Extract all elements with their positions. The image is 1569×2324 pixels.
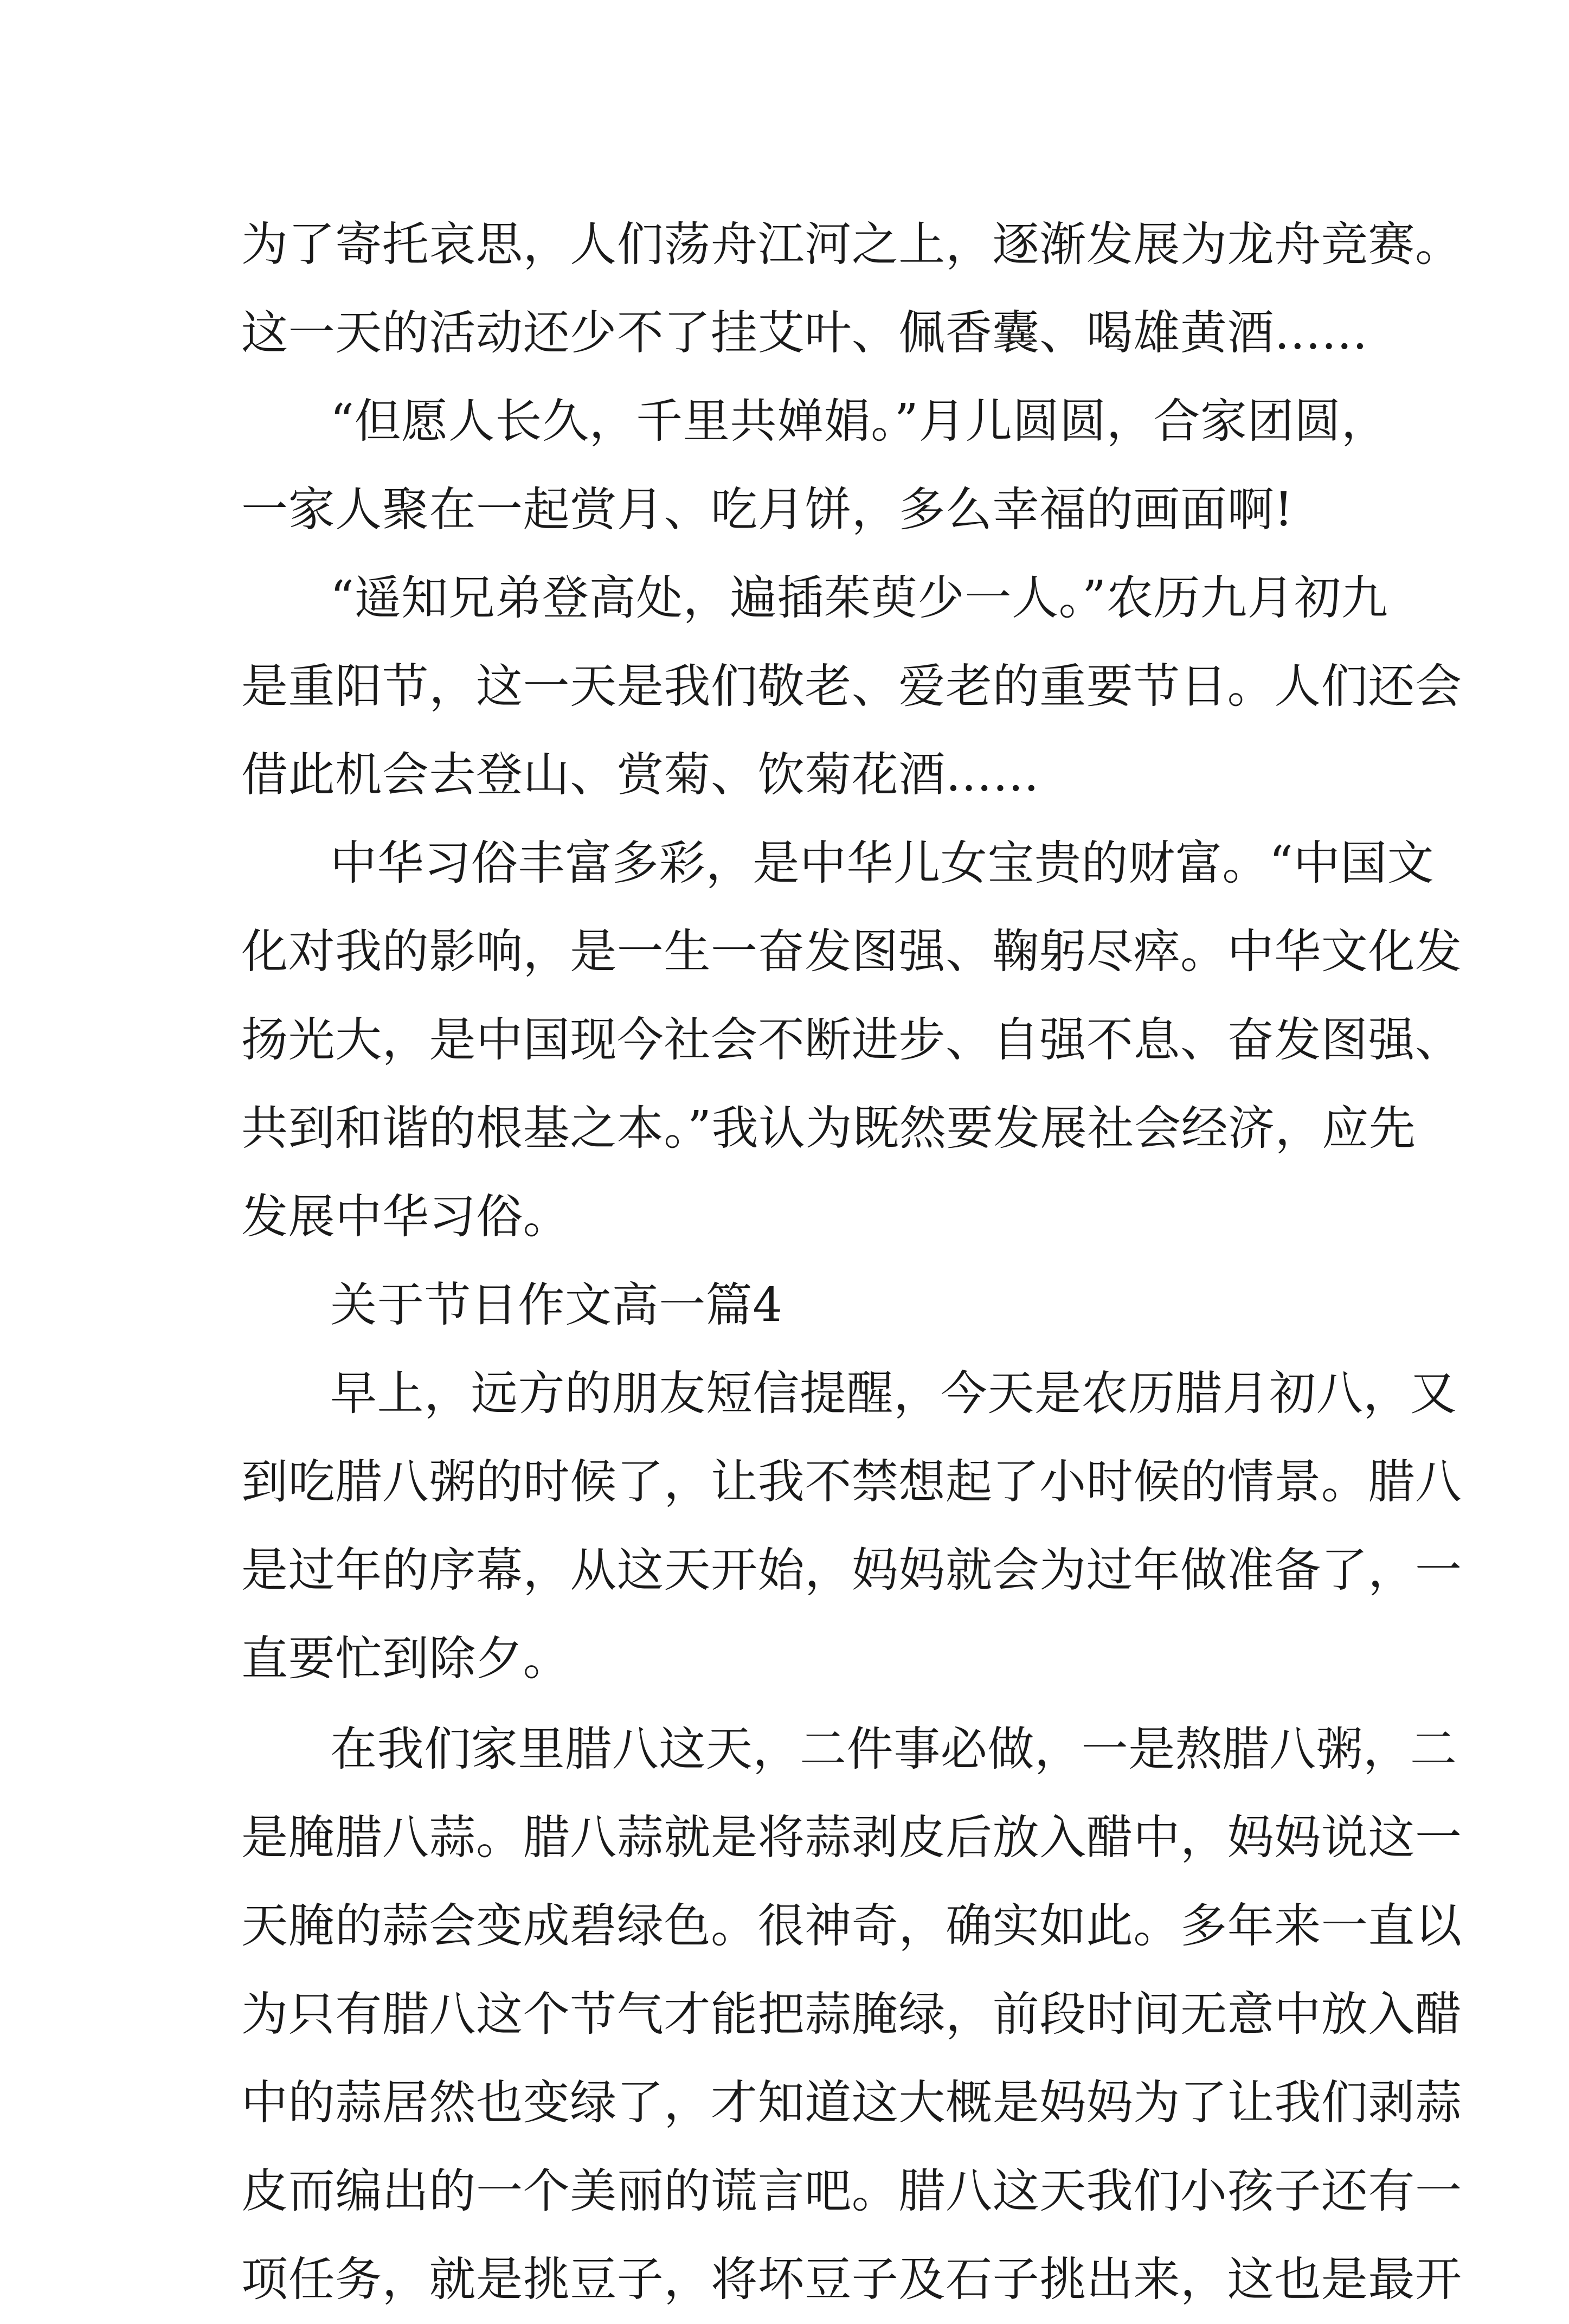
text-line: 中的蒜居然也变绿了，才知道这大概是妈妈为了让我们剥蒜 — [241, 2076, 1462, 2130]
text-line: 为了寄托哀思，人们荡舟江河之上，逐渐发展为龙舟竞赛。 — [241, 217, 1462, 272]
text-line: “遥知兄弟登高处，遍插茱萸少一人。”农历九月初九 — [330, 571, 1388, 625]
text-line: 扬光大，是中国现今社会不断进步、自强不息、奋发图强、 — [241, 1013, 1462, 1067]
text-line: 为只有腊八这个节气才能把蒜腌绿，前段时间无意中放入醋 — [241, 1987, 1462, 2041]
text-line: 一家人聚在一起赏月、吃月饼，多么幸福的画面啊! — [241, 483, 1294, 537]
text-line: “但愿人长久，千里共婵娟。”月儿圆圆，合家团圆， — [330, 394, 1388, 448]
text-line: 是腌腊八蒜。腊八蒜就是将蒜剥皮后放入醋中，妈妈说这一 — [241, 1811, 1462, 1865]
text-line: 到吃腊八粥的时候了，让我不禁想起了小时候的情景。腊八 — [241, 1455, 1462, 1509]
text-line: 是重阳节，这一天是我们敬老、爱老的重要节日。人们还会 — [241, 659, 1462, 714]
text-line: 项任务，就是挑豆子，将坏豆子及石子挑出来，这也是最开 — [241, 2252, 1462, 2307]
text-line: 发展中华习俗。 — [241, 1190, 570, 1244]
text-line: 借此机会去登山、赏菊、饮菊花酒…… — [241, 748, 1040, 802]
text-line: 这一天的活动还少不了挂艾叶、佩香囊、喝雄黄酒…… — [241, 306, 1368, 360]
text-line: 在我们家里腊八这天，二件事必做，一是熬腊八粥，二 — [330, 1722, 1457, 1776]
text-line: 直要忙到除夕。 — [241, 1632, 570, 1686]
text-line: 早上，远方的朋友短信提醒，今天是农历腊月初八，又 — [330, 1366, 1457, 1421]
text-line: 化对我的影响，是一生一奋发图强、鞠躬尽瘁。中华文化发 — [241, 925, 1462, 979]
text-line: 天腌的蒜会变成碧绿色。很神奇，确实如此。多年来一直以 — [241, 1899, 1462, 1953]
text-line: 皮而编出的一个美丽的谎言吧。腊八这天我们小孩子还有一 — [241, 2164, 1462, 2218]
text-line: 是过年的序幕，从这天开始，妈妈就会为过年做准备了，一 — [241, 1543, 1462, 1597]
section-heading: 关于节日作文高一篇4 — [330, 1278, 783, 1332]
text-line: 中华习俗丰富多彩，是中华儿女宝贵的财富。“中国文 — [330, 836, 1435, 890]
document-body — [241, 201, 1462, 2324]
text-line: 共到和谐的根基之本。”我认为既然要发展社会经济，应先 — [241, 1101, 1416, 1155]
